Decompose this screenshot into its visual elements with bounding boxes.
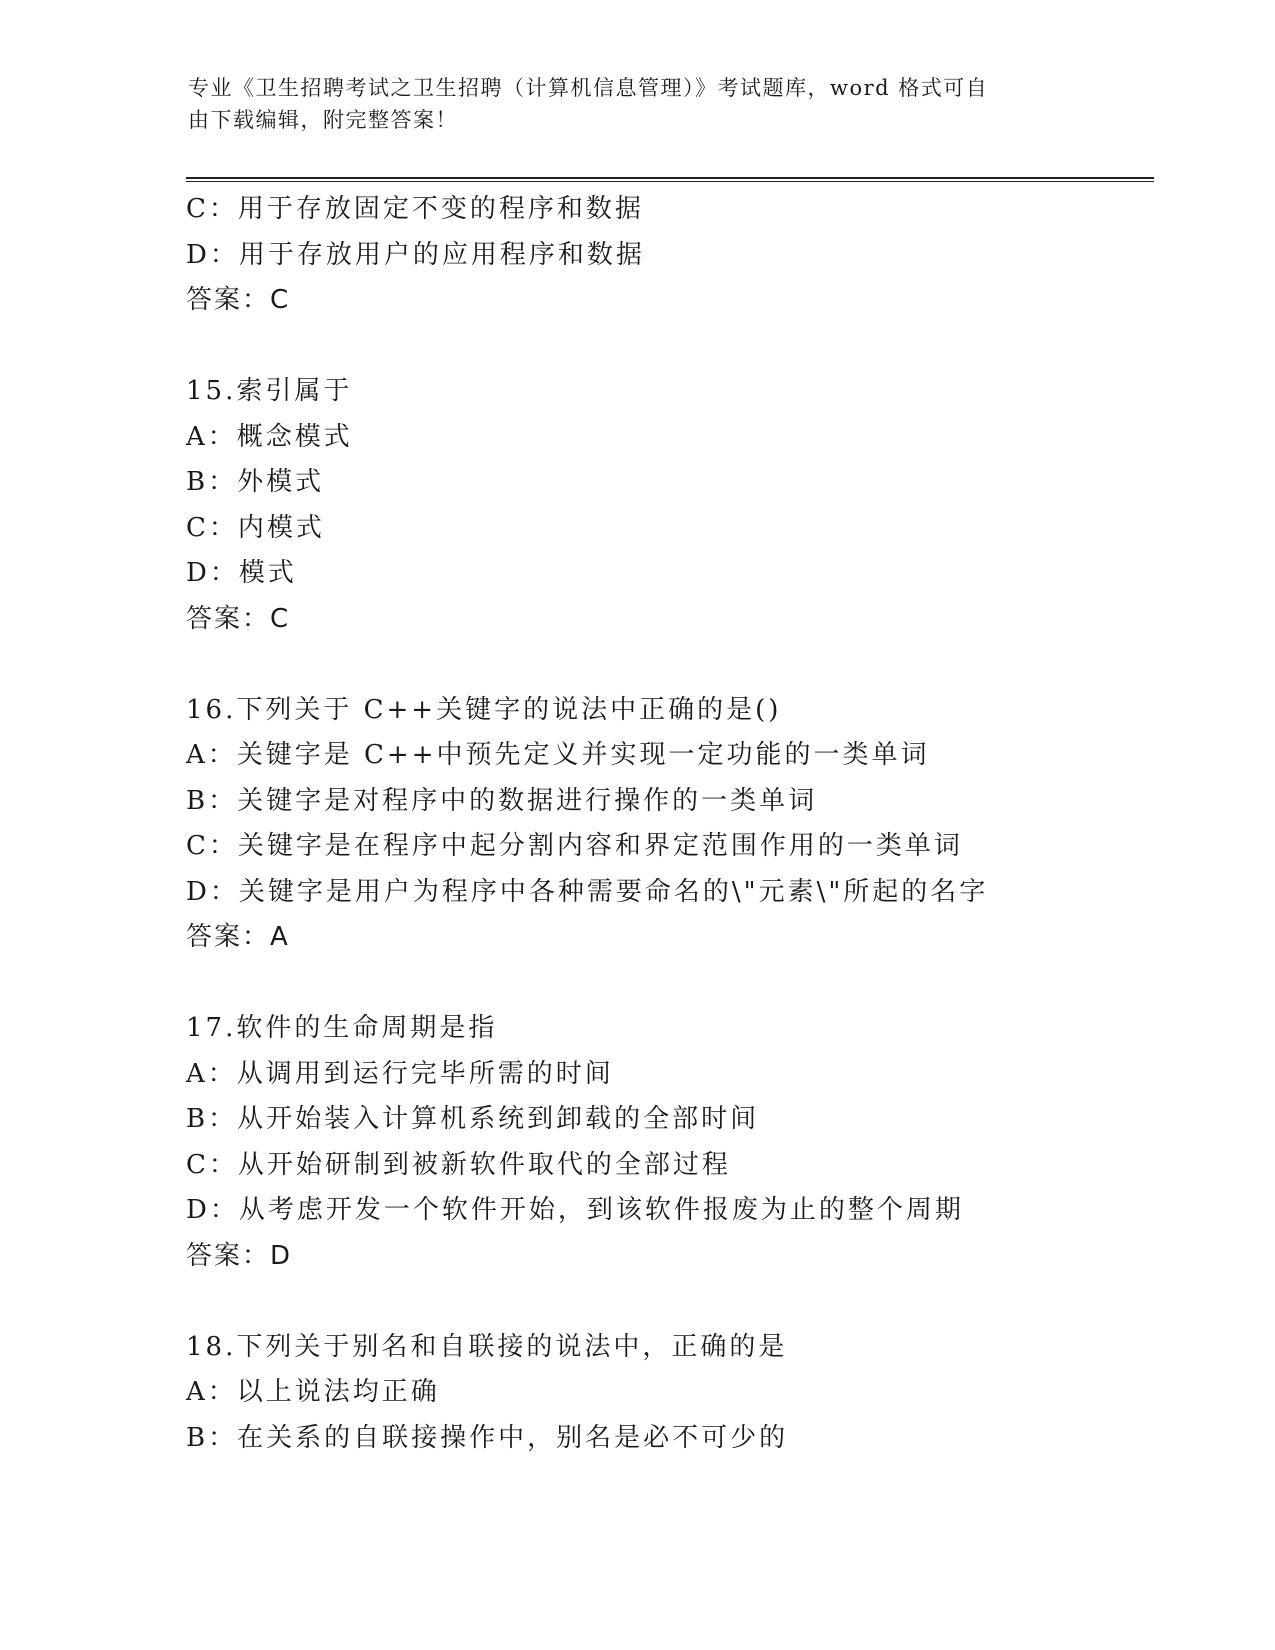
option-b: B：从开始装入计算机系统到卸载的全部时间 <box>186 1104 760 1134</box>
answer-line: 答案：C <box>186 285 291 315</box>
spacer <box>186 642 1166 688</box>
question-content <box>186 187 1166 1461</box>
answer-line: 答案：C <box>186 603 291 634</box>
question-14-continued <box>186 187 1166 324</box>
option-c: C：从开始研制到被新软件取代的全部过程 <box>186 1149 731 1180</box>
question-16 <box>186 688 1166 961</box>
question-18 <box>186 1325 1166 1462</box>
answer-line: 答案：D <box>186 1240 293 1271</box>
header-divider <box>186 177 1154 182</box>
document-header <box>188 72 1088 136</box>
spacer <box>186 1279 1166 1325</box>
question-stem: 17.软件的生命周期是指 <box>186 1013 498 1043</box>
spacer <box>186 961 1166 1007</box>
header-line-2: 由下载编辑，附完整答案！ <box>188 108 458 132</box>
spacer <box>186 324 1166 370</box>
question-17 <box>186 1006 1166 1279</box>
answer-line: 答案：A <box>186 922 290 952</box>
option-d: D：用于存放用户的应用程序和数据 <box>186 239 645 270</box>
option-c: C：用于存放固定不变的程序和数据 <box>186 194 644 224</box>
option-a: A：概念模式 <box>186 421 353 452</box>
option-d: D：从考虑开发一个软件开始，到该软件报废为止的整个周期 <box>186 1195 964 1225</box>
option-a: A：以上说法均正确 <box>186 1377 440 1407</box>
option-b: B：外模式 <box>186 467 325 497</box>
option-b: B：在关系的自联接操作中，别名是必不可少的 <box>186 1422 789 1453</box>
option-d: D：关键字是用户为程序中各种需要命名的\"元素\"所起的名字 <box>186 876 989 907</box>
question-stem: 16.下列关于 C++关键字的说法中正确的是() <box>186 694 782 725</box>
option-a: A：关键字是 C++中预先定义并实现一定功能的一类单词 <box>186 740 930 770</box>
option-c: C：关键字是在程序中起分割内容和界定范围作用的一类单词 <box>186 831 963 861</box>
question-stem: 15.索引属于 <box>186 376 353 406</box>
header-line-1: 专业《卫生招聘考试之卫生招聘（计算机信息管理）》考试题库，word 格式可自 <box>188 76 989 100</box>
question-15 <box>186 369 1166 642</box>
option-c: C：内模式 <box>186 512 325 543</box>
option-a: A：从调用到运行完毕所需的时间 <box>186 1058 614 1089</box>
option-b: B：关键字是对程序中的数据进行操作的一类单词 <box>186 785 818 816</box>
question-stem: 18.下列关于别名和自联接的说法中，正确的是 <box>186 1331 788 1362</box>
option-d: D：模式 <box>186 558 297 588</box>
